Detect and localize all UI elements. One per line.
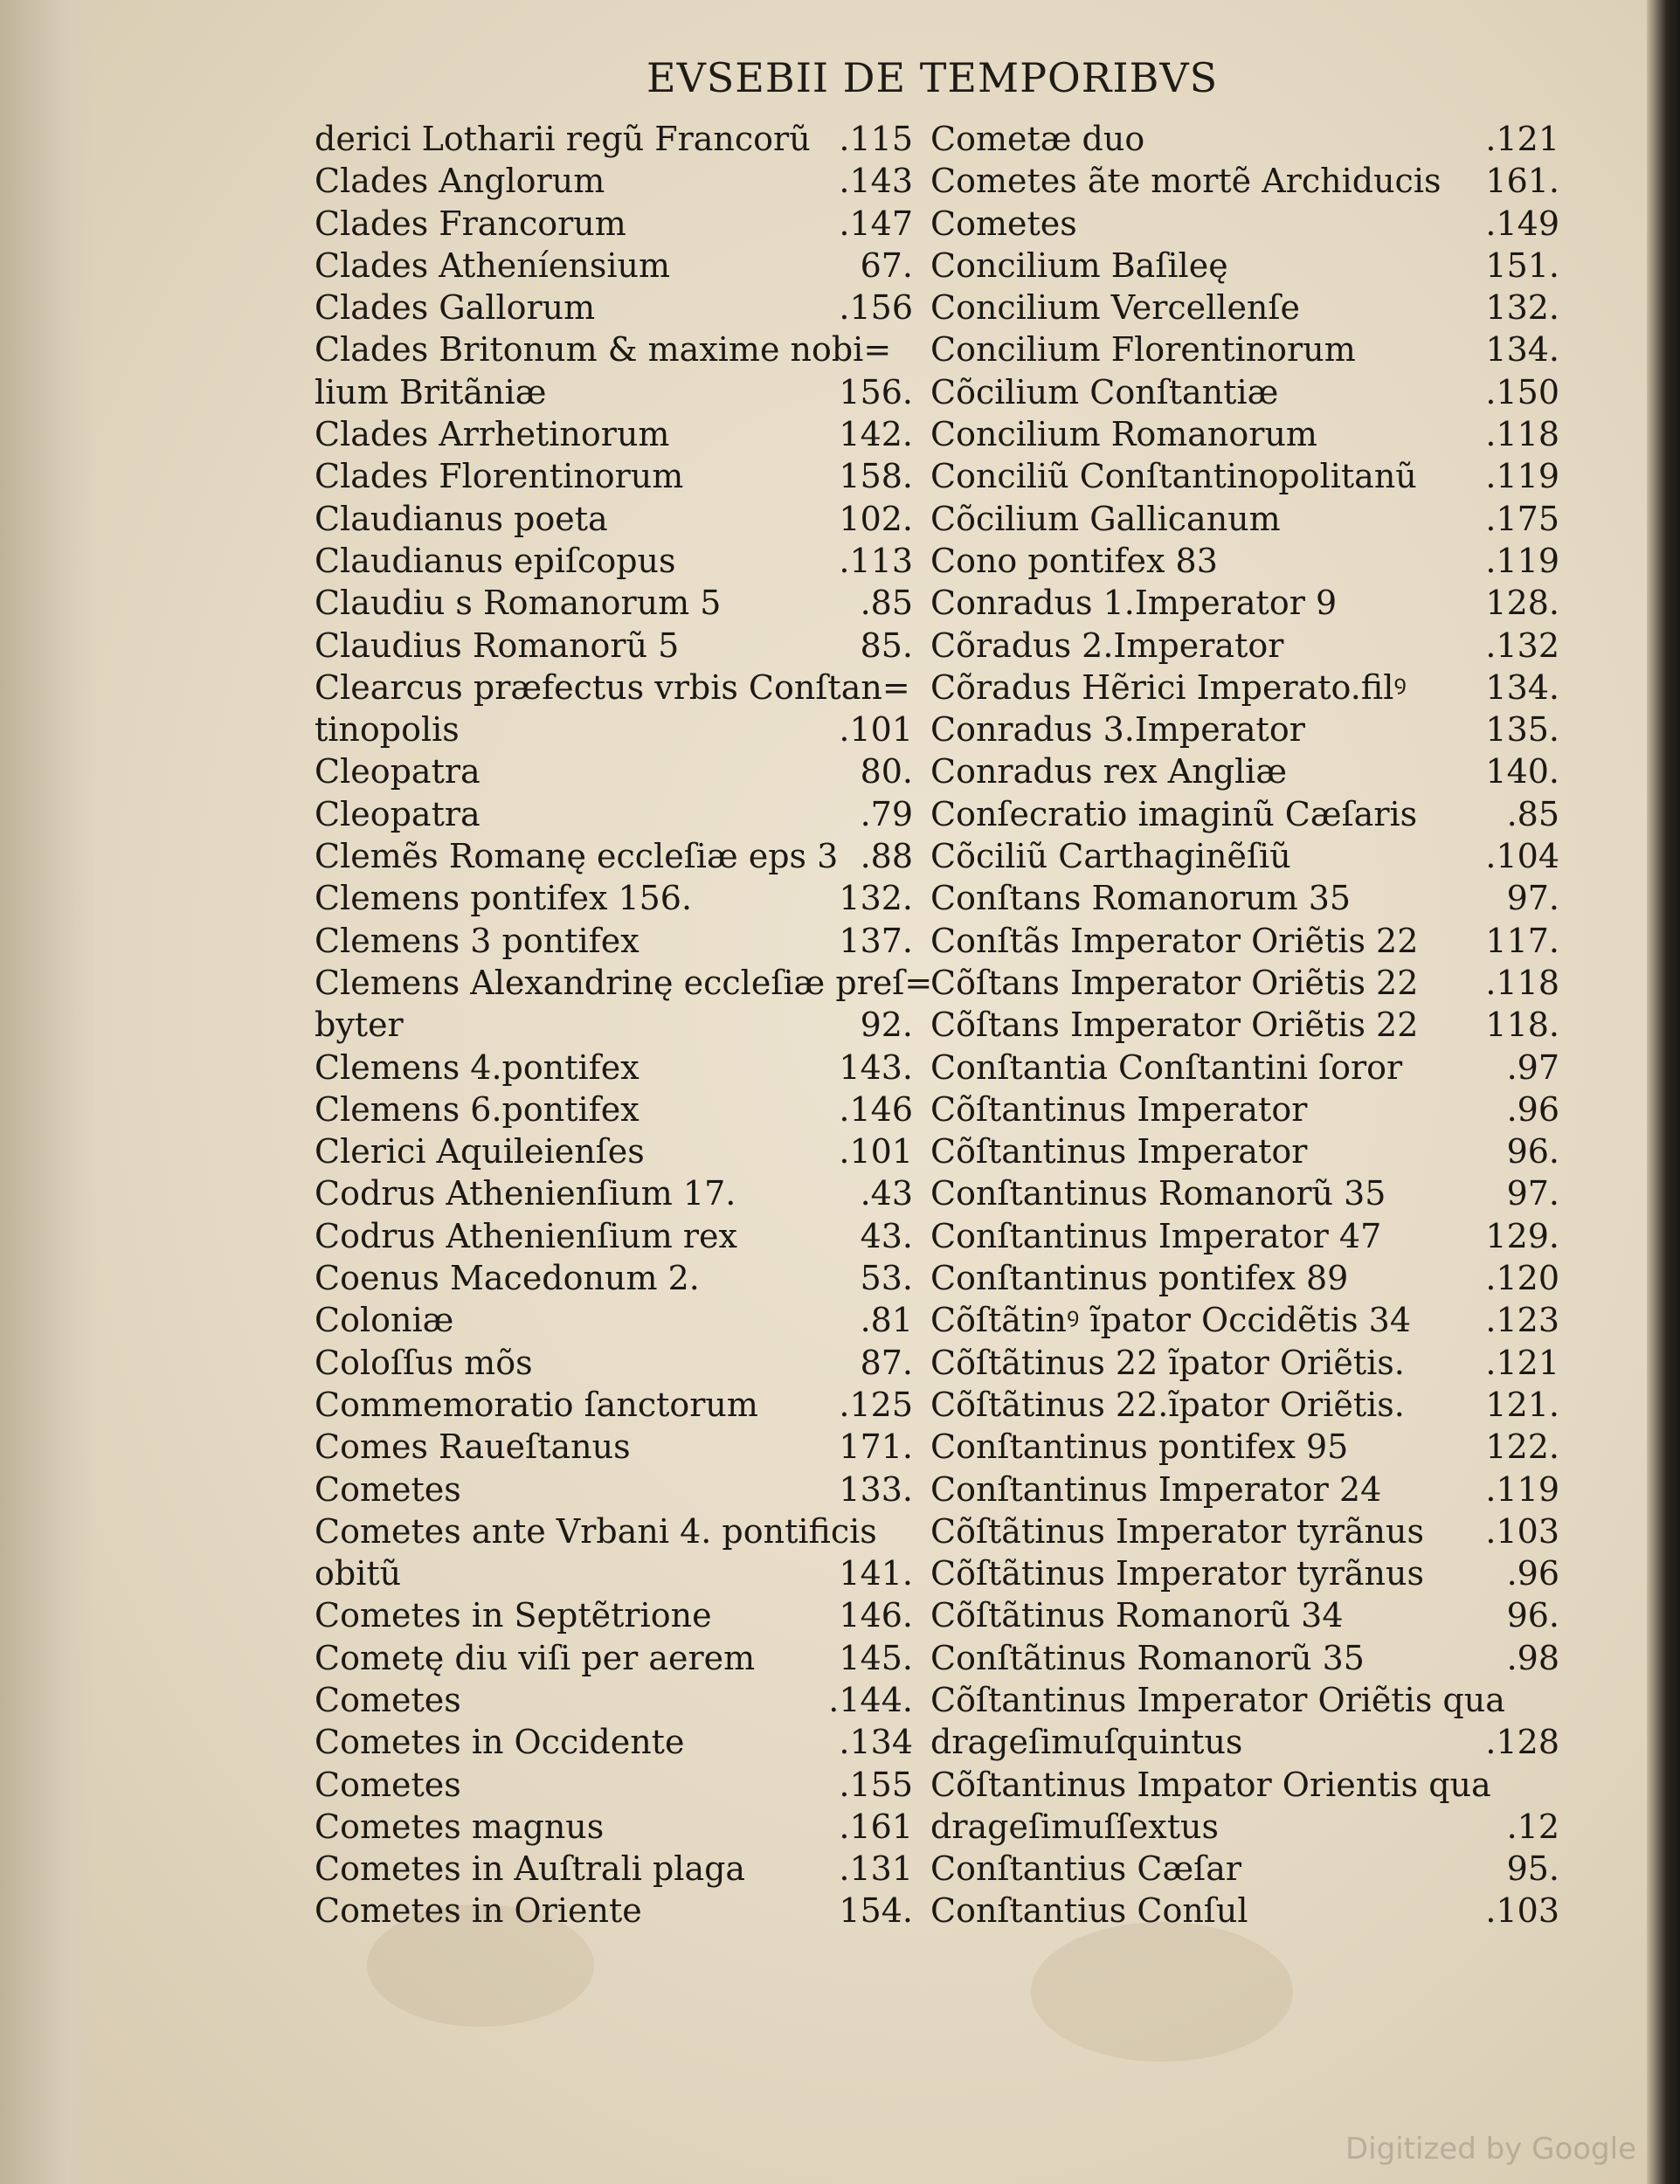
- index-page-ref: .118: [1485, 415, 1559, 454]
- index-entry: [930, 1004, 1559, 1046]
- index-entry: [930, 1342, 1559, 1384]
- index-entry: [930, 160, 1559, 202]
- index-term: Cõſtãtinus Imperator tyrãnus: [930, 1554, 1424, 1593]
- index-entry: [315, 1848, 930, 1890]
- index-term: Clearcus præfectus vrbis Conſtan=: [315, 667, 910, 707]
- index-term: Clades Arrhetinorum: [315, 415, 670, 454]
- index-term: Clades Atheníensium: [315, 245, 671, 285]
- index-term: Cõſtãtinus Romanorũ 34: [930, 1596, 1344, 1635]
- index-entry: [315, 245, 930, 287]
- index-page-ref: .88: [860, 837, 913, 876]
- index-page-ref: .132: [1485, 625, 1559, 665]
- index-page-ref: .161: [839, 1807, 913, 1846]
- index-term: lium Britãniæ: [315, 372, 547, 411]
- index-page-ref: .144.: [828, 1680, 913, 1719]
- index-entry: [315, 1342, 930, 1384]
- index-page-ref: .115: [839, 120, 913, 158]
- index-entry: [930, 287, 1559, 328]
- index-entry: [930, 1890, 1559, 1932]
- index-page-ref: 96.: [1506, 1596, 1559, 1635]
- index-term: obitũ: [315, 1554, 402, 1593]
- index-term: Cõcilium Conſtantiæ: [930, 372, 1279, 411]
- index-entry: [315, 203, 930, 245]
- index-page-ref: 129.: [1485, 1216, 1559, 1255]
- index-page-ref: 156.: [839, 372, 913, 411]
- index-term: Concilium Vercellenſe: [930, 288, 1300, 328]
- index-term: Conſtantinus Romanorũ 35: [930, 1174, 1386, 1213]
- index-page-ref: 158.: [839, 457, 913, 496]
- index-term: Cõſtans Imperator Oriẽtis 22: [930, 963, 1419, 1002]
- index-term: Conſtantinus Imperator 24: [930, 1469, 1382, 1509]
- digitized-watermark: Digitized by Google: [1345, 2132, 1636, 2167]
- index-page-ref: 132.: [839, 879, 913, 918]
- index-term: Conradus rex Angliæ: [930, 752, 1288, 791]
- index-entry: [930, 1469, 1559, 1510]
- index-entry: [315, 1215, 930, 1257]
- index-entry: [930, 750, 1559, 792]
- index-term: Cleopatra: [315, 752, 480, 791]
- index-entry: [315, 667, 930, 708]
- index-entry: [315, 540, 930, 582]
- index-term: Cometes: [315, 1765, 461, 1804]
- index-entry: [930, 1426, 1559, 1468]
- index-term: Coenus Macedonum 2.: [315, 1259, 700, 1298]
- index-page-ref: 128.: [1485, 584, 1559, 623]
- index-page-ref: 133.: [839, 1469, 913, 1509]
- index-page-ref: 122.: [1485, 1427, 1559, 1467]
- index-entry: [930, 413, 1559, 455]
- index-entry: [315, 1089, 930, 1130]
- index-term: Coloniæ: [315, 1301, 454, 1340]
- index-term: Concilium Romanorum: [930, 415, 1317, 454]
- index-entry: [315, 582, 930, 624]
- index-entry: [315, 118, 930, 160]
- index-term: Cometes in Auſtrali plaga: [315, 1849, 746, 1889]
- index-page-ref: 96.: [1506, 1132, 1559, 1171]
- index-entry: [315, 1721, 930, 1763]
- index-term: Cõſtãtinus Imperator tyrãnus: [930, 1511, 1424, 1551]
- index-term: Cõcilium Gallicanum: [930, 499, 1281, 538]
- index-term: Conſtantinus Imperator 47: [930, 1216, 1382, 1255]
- index-page-ref: 137.: [839, 921, 913, 960]
- index-page-ref: 53.: [860, 1259, 913, 1298]
- index-page-ref: 87.: [860, 1343, 913, 1382]
- index-entry: [930, 1552, 1559, 1594]
- index-entry: [930, 1384, 1559, 1426]
- index-term: Conſecratio imaginũ Cæſaris: [930, 794, 1418, 833]
- index-entry: [930, 498, 1559, 540]
- index-page-ref: .121: [1485, 120, 1559, 158]
- index-page-ref: .143: [839, 162, 913, 201]
- index-term: Cõradus 2.Imperator: [930, 625, 1284, 665]
- index-entry: [315, 962, 933, 1004]
- index-page-ref: .125: [839, 1385, 913, 1424]
- index-term: Cõradus Hẽrici Imperato.filꝰ: [930, 667, 1407, 707]
- index-page-ref: .96: [1506, 1554, 1559, 1593]
- index-term: Conſtantinus pontifex 95: [930, 1427, 1349, 1467]
- index-page-ref: 140.: [1485, 752, 1559, 791]
- index-term: Cometes: [930, 204, 1077, 243]
- index-entry: [315, 1469, 930, 1510]
- index-page-ref: .119: [1485, 457, 1559, 496]
- index-term: Clemens Alexandrinę eccleſiæ preſ=: [315, 963, 933, 1002]
- index-page-ref: 145.: [839, 1638, 913, 1677]
- index-page-ref: 97.: [1506, 879, 1559, 918]
- index-page-ref: .150: [1485, 372, 1559, 411]
- index-page-ref: .120: [1485, 1259, 1559, 1298]
- index-page-ref: .123: [1485, 1301, 1559, 1340]
- index-entry: [315, 1552, 930, 1594]
- index-term: Clemens 6.pontifex: [315, 1089, 640, 1129]
- index-page-ref: 151.: [1485, 245, 1559, 285]
- index-entry: [315, 1426, 930, 1468]
- index-term: byter: [315, 1006, 404, 1045]
- index-entry: [315, 1130, 930, 1172]
- index-page-ref: .119: [1485, 541, 1559, 580]
- index-entry: [930, 1679, 1559, 1721]
- index-term: Conſtantia Conſtantini ſoror: [930, 1047, 1403, 1087]
- index-page-ref: 67.: [860, 245, 913, 285]
- index-entry: [315, 1047, 930, 1089]
- index-term: Cometæ duo: [930, 120, 1145, 158]
- index-entry: [930, 1130, 1559, 1172]
- index-page-ref: .101: [839, 1132, 913, 1171]
- index-page-ref: 92.: [860, 1006, 913, 1045]
- index-entry: [930, 708, 1559, 750]
- index-entry: [930, 1047, 1559, 1089]
- index-page-ref: 118.: [1485, 1006, 1559, 1045]
- index-page-ref: 117.: [1485, 921, 1559, 960]
- index-term: Cõſtantinus Imperator: [930, 1132, 1308, 1171]
- index-term: Clades Britonum & maxime nobi=: [315, 330, 892, 370]
- index-entry: [930, 1848, 1559, 1890]
- index-term: drageſimuſquintus: [930, 1723, 1243, 1762]
- index-term: Cono pontifex 83: [930, 541, 1218, 580]
- index-column-left: [315, 118, 933, 1932]
- index-page-ref: .147: [839, 204, 913, 243]
- index-entry: [315, 1764, 930, 1806]
- index-entry: [930, 1806, 1559, 1848]
- index-entry: [315, 1257, 930, 1299]
- index-entry: [930, 793, 1559, 835]
- index-page-ref: 161.: [1485, 162, 1559, 201]
- index-entry: [930, 835, 1559, 877]
- index-term: Clemens 4.pontifex: [315, 1047, 640, 1087]
- running-title: EVSEBII DE TEMPORIBVS: [646, 54, 1219, 101]
- index-entry: [930, 667, 1559, 708]
- index-entry: [315, 793, 930, 835]
- index-term: Claudianus epiſcopus: [315, 541, 676, 580]
- index-term: Conſtãs Imperator Oriẽtis 22: [930, 921, 1419, 960]
- index-page-ref: .146: [839, 1089, 913, 1129]
- index-entry: [930, 1257, 1559, 1299]
- index-column-right: [930, 118, 1559, 1932]
- index-page-ref: 43.: [860, 1216, 913, 1255]
- index-page-ref: .131: [839, 1849, 913, 1889]
- index-term: Cometes ante Vrbani 4. pontificis: [315, 1511, 877, 1551]
- index-entry: [930, 371, 1559, 413]
- index-page-ref: 85.: [860, 625, 913, 665]
- index-entry: [315, 1890, 930, 1932]
- index-entry: [315, 1679, 930, 1721]
- index-entry: [315, 371, 930, 413]
- index-page-ref: .103: [1485, 1511, 1559, 1551]
- index-entry: [930, 1637, 1559, 1679]
- index-entry: [315, 1637, 930, 1679]
- index-term: Cleopatra: [315, 794, 480, 833]
- index-term: Conradus 1.Imperator 9: [930, 584, 1338, 623]
- index-entry: [315, 413, 930, 455]
- index-page-ref: 134.: [1485, 667, 1559, 707]
- index-page-ref: .79: [860, 794, 913, 833]
- index-term: Commemoratio ſanctorum: [315, 1385, 758, 1424]
- index-entry: [930, 455, 1559, 497]
- index-term: Clades Florentinorum: [315, 457, 684, 496]
- index-term: Cõſtans Imperator Oriẽtis 22: [930, 1006, 1419, 1045]
- index-term: Conciliũ Conſtantinopolitanũ: [930, 457, 1417, 496]
- index-page-ref: .156: [839, 288, 913, 328]
- paper-stain: [1031, 1922, 1293, 2062]
- index-entry: [930, 118, 1559, 160]
- index-page-ref: 132.: [1485, 288, 1559, 328]
- index-entry: [930, 1764, 1559, 1806]
- index-term: Conſtãtinus Romanorũ 35: [930, 1638, 1365, 1677]
- index-entry: [930, 203, 1559, 245]
- index-term: Claudius Romanorũ 5: [315, 625, 680, 665]
- index-entry: [315, 1594, 930, 1636]
- index-term: Cometes ãte mortẽ Archiducis: [930, 162, 1441, 201]
- index-term: Cõſtantinus Imperator: [930, 1089, 1308, 1129]
- index-term: Comes Raueſtanus: [315, 1427, 631, 1467]
- index-page-ref: 135.: [1485, 710, 1559, 750]
- index-entry: [315, 1806, 930, 1848]
- index-entry: [930, 245, 1559, 287]
- index-entry: [930, 1215, 1559, 1257]
- index-term: Codrus Athenienſium 17.: [315, 1174, 736, 1213]
- index-term: Conſtantius Conſul: [930, 1891, 1248, 1931]
- index-term: Clades Gallorum: [315, 288, 596, 328]
- index-page-ref: 154.: [839, 1891, 913, 1931]
- index-entry: [315, 877, 930, 919]
- index-page-ref: .128: [1485, 1723, 1559, 1762]
- index-term: Cõſtãtinus 22.ĩpator Oriẽtis.: [930, 1385, 1405, 1424]
- index-entry: [315, 287, 930, 328]
- index-term: Conradus 3.Imperator: [930, 710, 1305, 750]
- index-page-ref: .12: [1506, 1807, 1559, 1846]
- index-entry: [930, 1721, 1559, 1763]
- index-page-ref: 134.: [1485, 330, 1559, 370]
- index-entry: [315, 920, 930, 962]
- index-term: Claudianus poeta: [315, 499, 608, 538]
- index-term: Concilium Baſileę: [930, 245, 1228, 285]
- index-term: Conſtantius Cæſar: [930, 1849, 1242, 1889]
- index-term: Cõſtantinus Impator Orientis qua: [930, 1765, 1491, 1804]
- index-entry: [930, 1594, 1559, 1636]
- index-page-ref: .119: [1485, 1469, 1559, 1509]
- index-page-ref: .113: [839, 541, 913, 580]
- page-edge-shadow: [1647, 0, 1680, 2184]
- index-entry: [315, 1510, 930, 1552]
- index-page-ref: .103: [1485, 1891, 1559, 1931]
- index-entry: [930, 920, 1559, 962]
- index-entry: [315, 498, 930, 540]
- index-entry: [315, 328, 930, 370]
- index-term: Cometes: [315, 1469, 461, 1509]
- index-page-ref: .118: [1485, 963, 1559, 1002]
- index-entry: [930, 1089, 1559, 1130]
- index-entry: [930, 877, 1559, 919]
- index-term: Cõſtantinus Imperator Oriẽtis qua: [930, 1680, 1505, 1719]
- index-entry: [315, 1004, 930, 1046]
- index-page-ref: 171.: [839, 1427, 913, 1467]
- index-entry: [930, 582, 1559, 624]
- index-page-ref: .85: [1506, 794, 1559, 833]
- index-entry: [930, 1299, 1559, 1341]
- index-entry: [930, 625, 1559, 667]
- index-term: Cometes magnus: [315, 1807, 605, 1846]
- index-page-ref: 142.: [839, 415, 913, 454]
- index-page-ref: .104: [1485, 837, 1559, 876]
- page-gutter-shadow: [0, 0, 96, 2184]
- index-term: Clerici Aquileienſes: [315, 1132, 645, 1171]
- index-page-ref: .101: [839, 710, 913, 750]
- index-page-ref: .85: [860, 584, 913, 623]
- index-term: Clades Francorum: [315, 204, 626, 243]
- index-term: Conſtantinus pontifex 89: [930, 1259, 1349, 1298]
- index-term: Clades Anglorum: [315, 162, 605, 201]
- index-page-ref: 143.: [839, 1047, 913, 1087]
- index-page-ref: .149: [1485, 204, 1559, 243]
- index-term: Cõſtãtinus 22 ĩpator Oriẽtis.: [930, 1343, 1405, 1382]
- index-entry: [315, 455, 930, 497]
- index-page-ref: .43: [860, 1174, 913, 1213]
- index-term: Cõſtãtinꝰ ĩpator Occidẽtis 34: [930, 1301, 1412, 1340]
- index-page-ref: 146.: [839, 1596, 913, 1635]
- index-page-ref: 97.: [1506, 1174, 1559, 1213]
- index-page-ref: 95.: [1506, 1849, 1559, 1889]
- index-term: Cometes: [315, 1680, 461, 1719]
- index-entry: [930, 328, 1559, 370]
- index-term: derici Lotharii regũ Francorũ: [315, 120, 811, 158]
- index-term: Cometes in Oriente: [315, 1891, 642, 1931]
- index-term: Claudiu s Romanorum 5: [315, 584, 722, 623]
- index-term: Cometes in Occidente: [315, 1723, 685, 1762]
- index-page-ref: .98: [1506, 1638, 1559, 1677]
- index-entry: [315, 1384, 930, 1426]
- index-term: Conſtans Romanorum 35: [930, 879, 1352, 918]
- index-page-ref: 141.: [839, 1554, 913, 1593]
- index-term: Cometes in Septẽtrione: [315, 1596, 712, 1635]
- index-term: Clemens pontifex 156.: [315, 879, 693, 918]
- index-entry: [315, 835, 930, 877]
- index-page-ref: 121.: [1485, 1385, 1559, 1424]
- index-entry: [930, 1510, 1559, 1552]
- index-term: Codrus Athenienſium rex: [315, 1216, 737, 1255]
- index-entry: [930, 962, 1559, 1004]
- index-entry: [315, 1299, 930, 1341]
- index-page-ref: 80.: [860, 752, 913, 791]
- index-page-ref: 102.: [839, 499, 913, 538]
- index-page-ref: .134: [839, 1723, 913, 1762]
- index-term: Cõciliũ Carthaginẽſiũ: [930, 837, 1291, 876]
- index-page-ref: .96: [1506, 1089, 1559, 1129]
- index-page-ref: .175: [1485, 499, 1559, 538]
- index-term: Clemẽs Romanę eccleſiæ eps 3: [315, 837, 839, 876]
- index-term: Clemens 3 pontifex: [315, 921, 640, 960]
- index-entry: [315, 160, 930, 202]
- index-page-ref: .155: [839, 1765, 913, 1804]
- index-term: Concilium Florentinorum: [930, 330, 1356, 370]
- index-term: Cometę diu viſi per aerem: [315, 1638, 756, 1677]
- index-entry: [315, 708, 930, 750]
- index-term: tinopolis: [315, 710, 460, 750]
- index-term: drageſimuſſextus: [930, 1807, 1219, 1846]
- index-term: Coloſſus mõs: [315, 1343, 533, 1382]
- index-entry: [930, 1172, 1559, 1214]
- index-page-ref: .121: [1485, 1343, 1559, 1382]
- index-entry: [315, 750, 930, 792]
- index-entry: [315, 625, 930, 667]
- index-entry: [930, 540, 1559, 582]
- index-entry: [315, 1172, 930, 1214]
- index-page-ref: .81: [860, 1301, 913, 1340]
- index-page-ref: .97: [1506, 1047, 1559, 1087]
